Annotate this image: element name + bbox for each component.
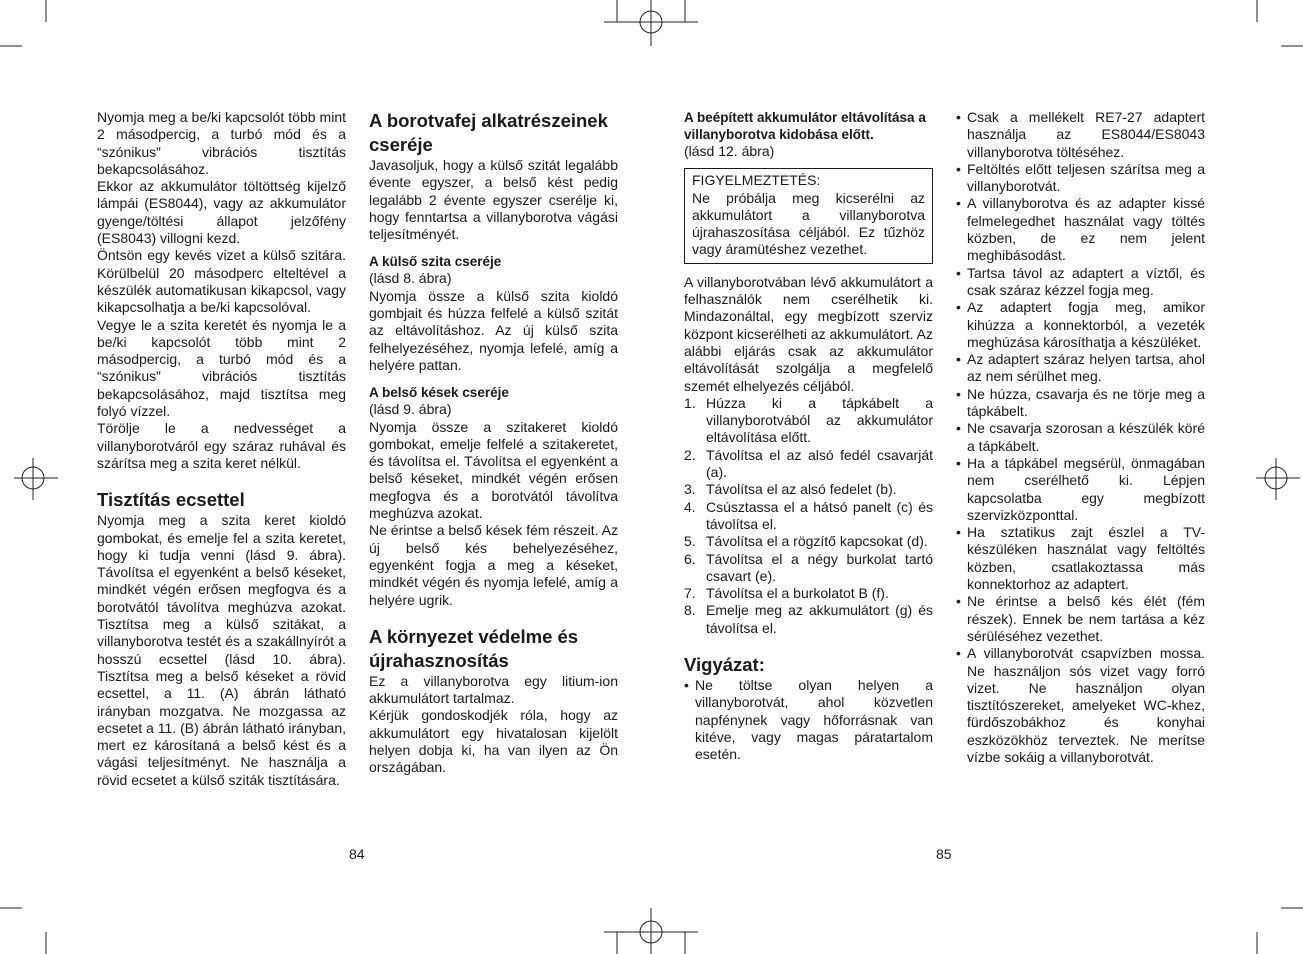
paragraph-inner-blades-note: Ne érintse a belső kések fém részeit. Az új belső kés behelyezéséhez, egyenként fogja a meg a késeket, mindkét végén és nyomja lefelé, amíg a helyére ugrik. <box>369 522 618 608</box>
left-page-column-2 <box>369 109 618 777</box>
bullet-text: A villanyborotva és az adapter kissé felmelegedhet használat vagy töltés közben, de ez nem jelent meghibásodást. <box>967 195 1205 264</box>
bullet-icon: • <box>956 195 961 212</box>
bullet-text: Ha sztatikus zajt észlel a TV-készüléken használat vagy feltöltés közben, csatlakoztassa más konnektorhoz az adaptert. <box>967 524 1205 593</box>
list-item <box>684 602 933 637</box>
figure-reference-outer: (lásd 8. ábra) <box>369 270 452 287</box>
list-item <box>956 455 1205 524</box>
removal-steps-list <box>684 395 933 637</box>
paragraph-sonic-cleaning-start: Nyomja meg a be/ki kapcsolót több mint 2 másodpercig, a turbó mód és a “szónikus” vibrációs tisztítás bekapcsolásához. <box>97 109 346 177</box>
bullet-text: Az adaptert fogja meg, amikor kihúzza a konnektorból, a vezeték meghúzása károsíthatja a készüléket. <box>967 299 1205 350</box>
paragraph-inner-blades: Nyomja össze a szitakeret kioldó gombokat, emelje felfelé a szitakeretet, és távolítsa el. Távolítsa el egyenként a belső késeket, mindkét végén erősen megfogva és a borotvától távolítva meghúzva azokat. <box>369 418 618 522</box>
step-text: Csúsztassa el a hátsó panelt (c) és távolítsa el. <box>706 498 933 532</box>
paragraph-environment-battery: Ez a villanyborotva egy litium-ion akkumulátort tartalmaz. <box>369 672 618 707</box>
bullet-icon: • <box>956 299 961 316</box>
figure-reference-inner: (lásd 9. ábra) <box>369 401 452 418</box>
caution-bullet-list <box>684 677 933 763</box>
paragraph-battery-removal: A villanyborotvában lévő akkumulátort a felhasználók nem cserélhetik ki. Mindazonáltal, egy megbízott szerviz központ kicserélheti az akkumulátort. Az alábbi eljárás csak az akkumulátor eltávolítását szolgálja a megfelelő szemét elhelyezés céljából. <box>684 273 934 394</box>
heading-battery-removal: A beépített akkumulátor eltávolítása a villanyborotva kidobása előtt. <box>684 110 926 142</box>
step-number: 1. <box>684 394 696 411</box>
bullet-text: Ne húzza, csavarja és ne törje meg a tápkábelt. <box>967 385 1205 420</box>
step-text: Távolítsa el az alsó fedelet (b). <box>706 481 897 498</box>
bullet-icon: • <box>956 264 961 281</box>
bullet-icon: • <box>956 109 961 125</box>
list-item <box>684 481 933 498</box>
bullet-icon: • <box>956 351 961 368</box>
heading-parts-replacement: A borotvafej alkatrészeinek cseréje <box>369 110 608 155</box>
safety-bullet-list <box>956 109 1205 766</box>
bullet-text: Tartsa távol az adaptert a víztől, és csak száraz kézzel fogja meg. <box>967 264 1205 298</box>
step-number: 5. <box>684 533 696 550</box>
list-item <box>956 195 1205 264</box>
list-item <box>684 677 933 763</box>
list-item <box>956 109 1205 161</box>
bullet-icon: • <box>956 160 961 177</box>
bullet-text: Ne érintse a belső kés élét (fém részek). Ennek be nem tartása a kéz sérüléséhez vezethet. <box>967 593 1205 644</box>
left-page-column-1 <box>97 109 346 789</box>
list-item <box>956 645 1205 766</box>
step-text: Húzza ki a tápkábelt a villanyborotvából az akkumulátor eltávolítása előtt. <box>706 394 933 446</box>
bullet-icon: • <box>956 524 961 541</box>
list-item <box>956 420 1205 455</box>
list-item <box>956 351 1205 386</box>
step-text: Távolítsa el a négy burkolat tartó csavart (e). <box>706 550 933 584</box>
paragraph-parts-replacement: Javasoljuk, hogy a külső szitát legalább évente egyszer, a belső kést pedig legalább 2 évente egyszer cserélje ki, hogy fenntartsa a villanyborotva vágási teljesítményét. <box>369 157 618 243</box>
paragraph-pour-water: Öntsön egy kevés vizet a külső szitára. Körülbelül 20 másodperc elteltével a készülék automatikusan kikapcsol, vagy kikapcsolhatja a be/ki kapcsolóval. <box>97 247 346 316</box>
step-text: Távolítsa el a rögzítő kapcsokat (d). <box>706 533 928 550</box>
list-item <box>684 551 933 586</box>
bullet-icon: • <box>956 454 961 471</box>
step-number: 4. <box>684 498 696 515</box>
paragraph-outer-foil: Nyomja össze a külső szita kioldó gombjait és húzza felfelé a külső szitát az eltávolításhoz. Az új külső szita felhelyezéséhez, nyomja lefelé, amíg a helyére pattan. <box>369 287 618 373</box>
paragraph-battery-indicator: Ekkor az akkumulátor töltöttség kijelző lámpái (ES8044), vagy az akkumulátor gyenge/töltési állapot jelzőfény (ES8043) villogni kezd. <box>97 178 346 247</box>
list-item <box>684 447 933 482</box>
step-number: 8. <box>684 602 696 619</box>
bullet-icon: • <box>956 385 961 402</box>
warning-title: FIGYELMEZTETÉS: <box>692 172 821 189</box>
bullet-text: Az adaptert száraz helyen tartsa, ahol az nem sérülhet meg. <box>967 351 1205 385</box>
step-number: 7. <box>684 585 696 602</box>
step-text: Távolítsa el az alsó fedél csavarját (a). <box>706 446 933 481</box>
warning-box <box>684 168 933 263</box>
list-item <box>684 499 933 534</box>
list-item <box>956 386 1205 421</box>
bullet-text: Csak a mellékelt RE7-27 adaptert használja az ES8044/ES8043 villanyborotva töltéséhez. <box>967 109 1205 160</box>
list-item <box>956 161 1205 196</box>
heading-caution: Vigyázat: <box>684 654 765 676</box>
figure-reference-removal: (lásd 12. ábra) <box>684 143 775 159</box>
page-number-right: 85 <box>936 846 952 862</box>
bullet-text: Ne csavarja szorosan a készülék köré a tápkábelt. <box>967 420 1205 454</box>
step-number: 6. <box>684 550 696 567</box>
paragraph-environment-disposal: Kérjük gondoskodjék róla, hogy az akkumulátort egy hivatalosan kijelölt helyen dobja ki, ha van ilyen az Ön országában. <box>369 707 618 776</box>
bullet-icon: • <box>956 593 961 610</box>
list-item <box>684 585 933 602</box>
heading-inner-blades: A belső kések cseréje <box>369 385 509 401</box>
right-page-column-4 <box>956 109 1205 766</box>
bullet-text: Feltöltés előtt teljesen szárítsa meg a villanyborotvát. <box>967 160 1205 195</box>
list-item <box>956 593 1205 645</box>
paragraph-wipe-dry: Törölje le a nedvességet a villanyborotváról egy száraz ruhával és szárítsa meg a szita keret nélkül. <box>97 420 346 471</box>
bullet-icon: • <box>956 420 961 437</box>
paragraph-brush-cleaning: Nyomja meg a szita keret kioldó gombokat, és emelje fel a szita keretet, hogy ki tudja venni (lásd 9. ábra). Távolítsa el egyenként a belső késeket, mindkét végén erősen megfogva és a borotvától távolítva meghúzva azokat. Tisztítsa meg a külső szitákat, a villanyborotva testét és a szakállnyírót a hosszú ecsettel (lásd 10. ábra). Tisztítsa meg a belső késeket a rövid ecsettel, a 11. (A) ábrán látható irányban mozgatva. Ne mozgassa az ecsetet a 11. (B) ábrán látható irányban, mert ez károsítaná a belső kést és a vágási teljesítményt. Ne használja a rövid ecsetet a külső sziták tisztítására. <box>97 512 346 788</box>
list-item <box>684 533 933 550</box>
paragraph-remove-frame: Vegye le a szita keretét és nyomja le a be/ki kapcsolót több mint 2 másodpercig, a turbó mód és a “szónikus” vibrációs tisztítás bekapcsolásához, majd tisztítsa meg folyó vízzel. <box>97 316 346 420</box>
heading-brush-cleaning: Tisztítás ecsettel <box>97 489 245 511</box>
list-item <box>956 299 1205 351</box>
list-item <box>956 265 1205 300</box>
step-number: 3. <box>684 481 696 498</box>
list-item <box>956 524 1205 593</box>
bullet-text: Ne töltse olyan helyen a villanyborotvát, ahol közvetlen napfénynek vagy hőforrásnak van kitéve, vagy magas páratartalom esetén. <box>695 677 933 763</box>
step-text: Távolítsa el a burkolatot B (f). <box>706 585 889 602</box>
step-number: 2. <box>684 446 696 463</box>
bullet-icon: • <box>684 677 689 694</box>
right-page-column-3 <box>684 109 933 764</box>
bullet-icon: • <box>956 645 961 662</box>
step-text: Emelje meg az akkumulátort (g) és távolítsa el. <box>706 602 933 636</box>
bullet-text: Ha a tápkábel megsérül, önmagában nem cserélhető ki. Lépjen kapcsolatba egy megbízott szervizközponttal. <box>967 454 1205 523</box>
warning-text: Ne próbálja meg kicserélni az akkumulátort a villanyborotva újrahaszosítása céljából. Ez tűzhöz vagy áramütéshez vezethet. <box>692 189 925 258</box>
heading-environment: A környezet védelme és újrahasznosítás <box>369 625 579 671</box>
page-number-left: 84 <box>349 846 365 862</box>
list-item <box>684 395 933 447</box>
bullet-text: A villanyborotvát csapvízben mossa. Ne használjon sós vizet vagy forró vizet. Ne használjon olyan tisztítószereket, amelyeket WC-khez, fürdőszobákhoz és konyhai eszközökhöz terveztek. Ne merítse vízbe sokáig a villanyborotvát. <box>967 645 1205 765</box>
heading-outer-foil: A külső szita cseréje <box>369 254 502 270</box>
